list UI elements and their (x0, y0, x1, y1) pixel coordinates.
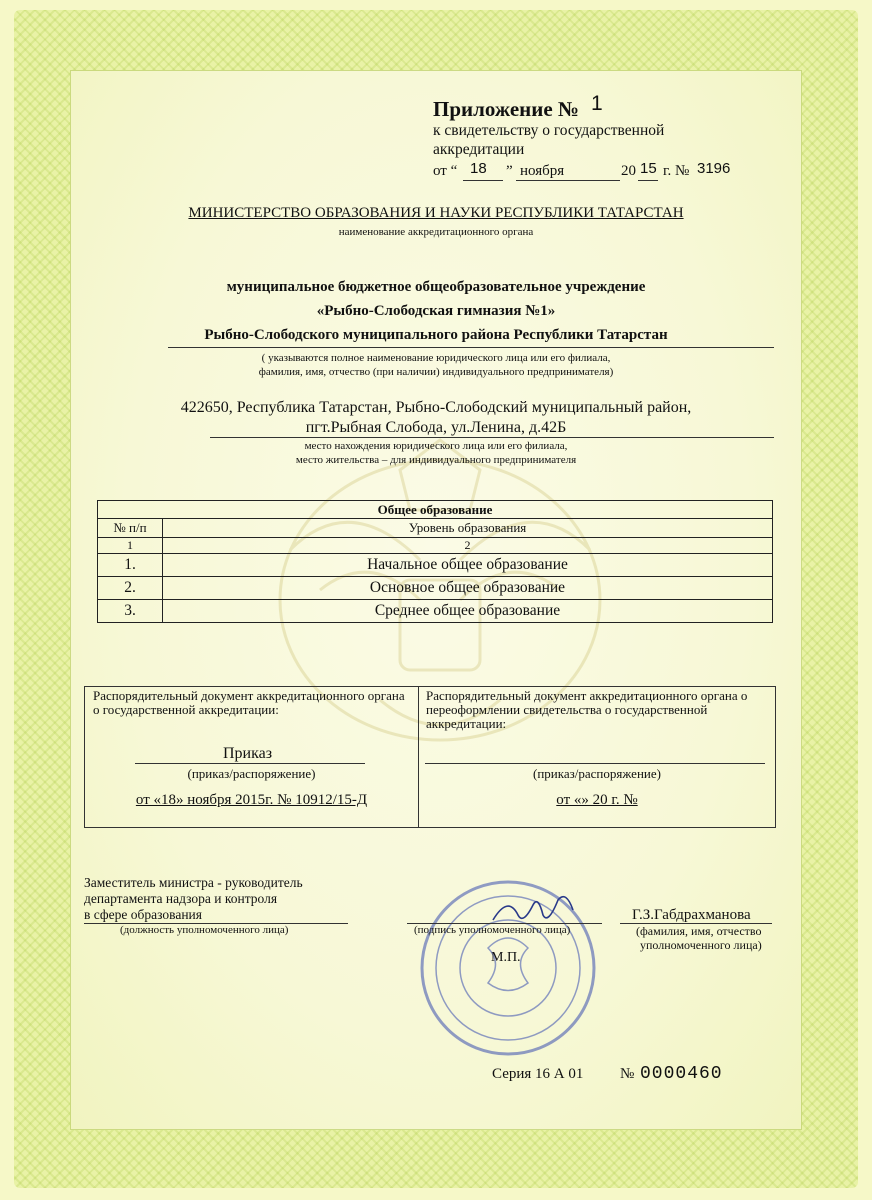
reissue-document-date: от «» 20 г. № (556, 792, 638, 808)
appendix-day: 18 (470, 160, 487, 177)
accreditation-document-heading: Распорядительный документ аккредитационного органа о государственной аккредитации: (93, 688, 405, 717)
organization-caption-2: фамилия, имя, отчество (при наличии) индивидуального предпринимателя) (258, 366, 614, 378)
column-index-number: 1 (98, 538, 163, 554)
column-header-number: № п/п (98, 519, 163, 538)
certificate-number: 3196 (697, 160, 731, 177)
accreditation-document-caption: (приказ/распоряжение) (187, 766, 316, 781)
signatory-name: Г.З.Габдрахманова (632, 907, 751, 923)
reissue-document-caption: (приказ/распоряжение) (533, 766, 661, 781)
appendix-title: Приложение № (433, 97, 580, 121)
row-number: 1. (98, 554, 163, 577)
column-index-level: 2 (163, 538, 773, 554)
row-level: Основное общее образование (163, 577, 773, 600)
education-levels-table (97, 500, 773, 623)
signatory-position-caption: (должность уполномоченного лица) (120, 924, 289, 936)
row-level: Среднее общее образование (163, 600, 773, 623)
series-number-label: № (620, 1066, 635, 1082)
appendix-line-2: аккредитации (433, 141, 525, 158)
organization-line-3: Рыбно-Слободского муниципального района Республики Татарстан (204, 327, 668, 343)
signatory-name-caption-1: (фамилия, имя, отчество (636, 924, 762, 938)
signatory-position-line-2: департамента надзора и контроля (84, 891, 278, 906)
appendix-year-unit: г. № (663, 163, 690, 179)
table-row (98, 577, 773, 600)
administrative-documents-box (84, 686, 776, 828)
authority-caption: наименование аккредитационного органа (338, 226, 534, 238)
reissue-document-heading: Распорядительный документ аккредитационного органа о переоформлении свидетельства о государственной аккредитации: (426, 688, 748, 731)
organization-line-1: муниципальное бюджетное общеобразовательное учреждение (226, 279, 646, 295)
appendix-year-prefix: 20 (621, 163, 636, 179)
row-level: Начальное общее образование (163, 554, 773, 577)
accreditation-document-date: от «18» ноября 2015г. № 10912/15-Д (135, 792, 368, 808)
appendix-date-prefix: от “ (433, 163, 458, 179)
authority-name: МИНИСТЕРСТВО ОБРАЗОВАНИЯ И НАУКИ РЕСПУБЛИКИ ТАТАРСТАН (188, 205, 684, 221)
appendix-number: 1 (591, 92, 603, 115)
table-title: Общее образование (98, 501, 773, 519)
signature-caption: (подпись уполномоченного лица) (414, 924, 571, 936)
signatory-name-caption-2: уполномоченного лица) (640, 938, 762, 952)
signatory-position-line-3: в сфере образования (84, 907, 202, 922)
row-number: 2. (98, 577, 163, 600)
table-row (98, 554, 773, 577)
series-label: Серия 16 А 01 (492, 1066, 584, 1082)
seal-label: М.П. (491, 950, 521, 965)
table-row (98, 600, 773, 623)
address-line-1: 422650, Республика Татарстан, Рыбно-Слободский муниципальный район, (180, 399, 692, 416)
organization-caption-1: ( указываются полное наименование юридического лица или его филиала, (261, 352, 611, 364)
appendix-year-suffix: 15 (640, 160, 657, 177)
address-caption-2: место жительства – для индивидуального предпринимателя (295, 454, 577, 466)
series-number: 0000460 (640, 1064, 723, 1084)
column-header-level: Уровень образования (163, 519, 773, 538)
appendix-month: ноября (520, 163, 565, 179)
row-number: 3. (98, 600, 163, 623)
accreditation-document-type: Приказ (223, 745, 273, 762)
appendix-line-1: к свидетельству о государственной (433, 122, 665, 139)
address-caption-1: место нахождения юридического лица или его филиала, (304, 440, 568, 452)
address-line-2: пгт.Рыбная Слобода, ул.Ленина, д.42Б (305, 419, 567, 436)
organization-line-2: «Рыбно-Слободская гимназия №1» (316, 303, 556, 319)
signatory-position-line-1: Заместитель министра - руководитель (84, 875, 303, 890)
appendix-day-close: ” (506, 163, 513, 179)
